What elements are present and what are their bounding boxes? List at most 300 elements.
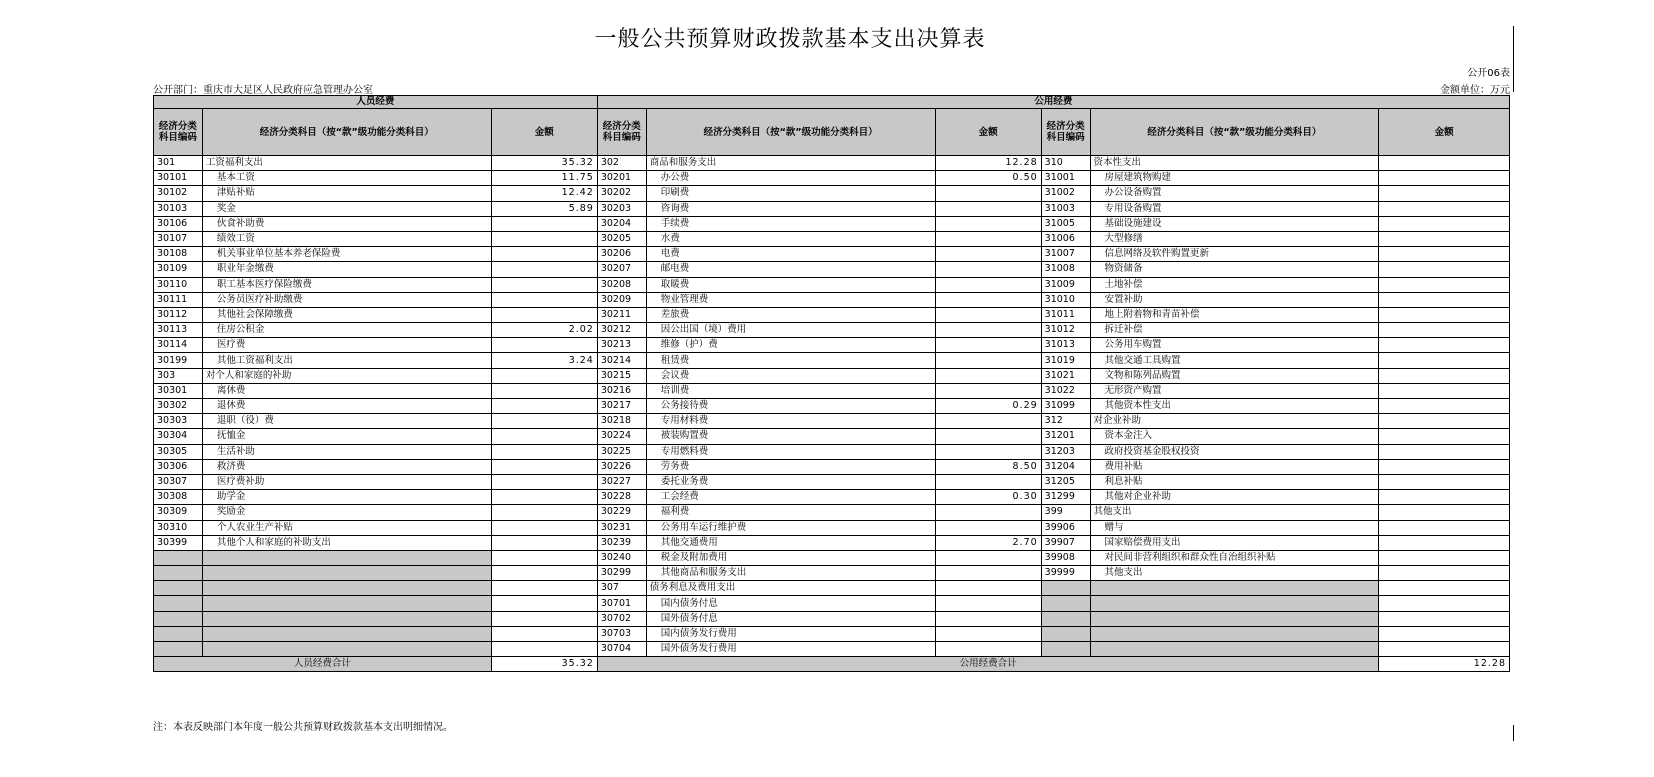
code-cell: 31205 [1041,474,1090,489]
name-cell: 其他资本性支出 [1090,399,1379,414]
name-cell: 房屋建筑物购建 [1090,171,1379,186]
amount-cell [1379,307,1510,322]
code-cell: 30112 [154,307,203,322]
name-cell: 费用补贴 [1090,459,1379,474]
amount-cell [1379,171,1510,186]
name-cell [202,550,491,565]
name-cell: 手续费 [646,216,935,231]
amount-cell [491,596,597,611]
name-cell: 津贴补贴 [202,186,491,201]
personnel-total-label: 人员经费合计 [154,657,492,672]
amount-cell [1379,201,1510,216]
name-cell: 离休费 [202,383,491,398]
name-cell: 公务员医疗补助缴费 [202,292,491,307]
amount-cell [1379,444,1510,459]
name-cell: 资本性支出 [1090,156,1379,171]
amount-cell [935,277,1041,292]
amount-cell: 0.50 [935,171,1041,186]
name-cell [1090,626,1379,641]
code-cell: 302 [597,156,646,171]
name-cell: 差旅费 [646,307,935,322]
amount-cell [1379,277,1510,292]
table-row [154,429,1510,444]
amount-cell [935,611,1041,626]
table-row [154,626,1510,641]
amount-cell [1379,596,1510,611]
name-cell: 公务用车运行维护费 [646,520,935,535]
name-cell [202,611,491,626]
name-cell: 其他个人和家庭的补助支出 [202,535,491,550]
code-column-header: 经济分类科目编码 [597,109,646,156]
table-row [154,262,1510,277]
table-row [154,323,1510,338]
name-cell: 培训费 [646,383,935,398]
name-cell: 对企业补助 [1090,414,1379,429]
amount-cell [935,201,1041,216]
code-cell: 30240 [597,550,646,565]
amount-cell [1379,353,1510,368]
name-cell [1090,596,1379,611]
code-cell: 30204 [597,216,646,231]
amount-cell [1379,399,1510,414]
name-cell: 资本金注入 [1090,429,1379,444]
code-cell: 30209 [597,292,646,307]
name-cell: 专用燃料费 [646,444,935,459]
code-cell: 30201 [597,171,646,186]
name-cell: 水费 [646,231,935,246]
code-cell: 399 [1041,505,1090,520]
amount-cell [1379,186,1510,201]
table-row [154,353,1510,368]
code-cell: 30307 [154,474,203,489]
code-cell: 31201 [1041,429,1090,444]
code-cell: 31002 [1041,186,1090,201]
table-row [154,550,1510,565]
code-cell: 30224 [597,429,646,444]
code-cell: 30214 [597,353,646,368]
code-cell: 31003 [1041,201,1090,216]
amount-cell [491,535,597,550]
amount-cell [935,383,1041,398]
amount-cell [935,414,1041,429]
amount-cell [935,520,1041,535]
table-row [154,201,1510,216]
name-cell: 取暖费 [646,277,935,292]
amount-cell [1379,550,1510,565]
code-cell: 30399 [154,535,203,550]
code-cell: 30308 [154,490,203,505]
code-cell [1041,626,1090,641]
name-cell: 对个人和家庭的补助 [202,368,491,383]
name-cell: 文物和陈列品购置 [1090,368,1379,383]
amount-cell [1379,292,1510,307]
table-row [154,581,1510,596]
code-cell: 31204 [1041,459,1090,474]
name-cell: 大型修缮 [1090,231,1379,246]
amount-cell [1379,566,1510,581]
name-cell: 工会经费 [646,490,935,505]
column-header-row [154,109,1510,156]
table-row [154,535,1510,550]
code-cell: 31022 [1041,383,1090,398]
amount-cell [491,231,597,246]
amount-cell [935,353,1041,368]
code-cell: 30212 [597,323,646,338]
code-cell: 31008 [1041,262,1090,277]
code-cell [154,626,203,641]
code-cell: 30107 [154,231,203,246]
name-cell: 伙食补助费 [202,216,491,231]
code-cell: 30211 [597,307,646,322]
footnote: 注：本表反映部门本年度一般公共预算财政拨款基本支出明细情况。 [153,722,453,733]
personnel-group-header: 人员经费 [154,96,598,109]
code-cell: 30299 [597,566,646,581]
code-cell: 30226 [597,459,646,474]
table-row [154,414,1510,429]
code-column-header: 经济分类科目编码 [1041,109,1090,156]
amount-cell [491,474,597,489]
amount-cell: 8.50 [935,459,1041,474]
table-row [154,444,1510,459]
code-cell [154,596,203,611]
table-row [154,611,1510,626]
amount-cell [1379,216,1510,231]
code-cell: 31009 [1041,277,1090,292]
code-cell: 30205 [597,231,646,246]
amount-cell [935,338,1041,353]
name-cell: 赠与 [1090,520,1379,535]
amount-cell [935,429,1041,444]
name-cell: 因公出国（境）费用 [646,323,935,338]
code-cell: 30109 [154,262,203,277]
code-cell: 31099 [1041,399,1090,414]
name-cell: 土地补偿 [1090,277,1379,292]
amount-cell [1379,262,1510,277]
amount-cell [935,186,1041,201]
name-cell: 国内债务发行费用 [646,626,935,641]
code-cell: 312 [1041,414,1090,429]
table-row [154,642,1510,657]
amount-cell [491,520,597,535]
amount-cell [935,642,1041,657]
name-cell [202,566,491,581]
name-cell: 安置补助 [1090,292,1379,307]
amount-cell [491,642,597,657]
name-cell: 办公费 [646,171,935,186]
totals-row [154,657,1510,672]
code-cell: 30202 [597,186,646,201]
amount-cell [491,459,597,474]
code-cell: 39999 [1041,566,1090,581]
name-cell: 专用设备购置 [1090,201,1379,216]
name-cell: 维修（护）费 [646,338,935,353]
amount-cell [491,262,597,277]
name-column-header: 经济分类科目（按“款”级功能分类科目） [646,109,935,156]
amount-cell [935,581,1041,596]
department-label: 公开部门：重庆市大足区人民政府应急管理办公室 [153,85,373,96]
name-cell: 其他商品和服务支出 [646,566,935,581]
name-cell: 物资储备 [1090,262,1379,277]
code-cell [1041,642,1090,657]
code-cell: 30206 [597,247,646,262]
code-cell: 30701 [597,596,646,611]
code-cell [154,550,203,565]
code-cell: 30305 [154,444,203,459]
code-cell: 31299 [1041,490,1090,505]
table-row [154,596,1510,611]
code-cell: 307 [597,581,646,596]
name-cell [202,581,491,596]
amount-cell: 3.24 [491,353,597,368]
form-number: 公开06表 [1467,68,1510,79]
name-cell: 其他对企业补助 [1090,490,1379,505]
amount-cell: 11.75 [491,171,597,186]
name-cell [1090,642,1379,657]
amount-cell [1379,474,1510,489]
name-cell: 医疗费 [202,338,491,353]
name-cell: 助学金 [202,490,491,505]
table-row [154,307,1510,322]
name-cell [1090,581,1379,596]
table-row [154,474,1510,489]
code-cell: 30302 [154,399,203,414]
name-cell: 职业年金缴费 [202,262,491,277]
code-cell: 30301 [154,383,203,398]
code-cell: 30108 [154,247,203,262]
name-cell: 公务接待费 [646,399,935,414]
amount-cell [935,505,1041,520]
amount-cell [935,626,1041,641]
amount-cell [491,566,597,581]
name-cell: 奖励金 [202,505,491,520]
name-cell: 国内债务付息 [646,596,935,611]
code-cell [154,642,203,657]
code-cell: 301 [154,156,203,171]
amount-cell [935,231,1041,246]
table-row [154,171,1510,186]
name-cell: 专用材料费 [646,414,935,429]
code-cell: 30227 [597,474,646,489]
amount-cell [491,338,597,353]
amount-cell [1379,383,1510,398]
name-cell: 会议费 [646,368,935,383]
table-row [154,186,1510,201]
code-cell: 39906 [1041,520,1090,535]
code-cell: 30229 [597,505,646,520]
personnel-total-value: 35.32 [491,657,597,672]
name-cell: 绩效工资 [202,231,491,246]
amount-cell [935,368,1041,383]
amount-cell: 5.89 [491,201,597,216]
code-cell [154,611,203,626]
name-cell [202,626,491,641]
amount-cell [935,444,1041,459]
code-cell [1041,596,1090,611]
amount-cell [935,566,1041,581]
amount-cell [935,550,1041,565]
amount-cell [491,626,597,641]
code-cell: 30213 [597,338,646,353]
table-row [154,520,1510,535]
amount-cell: 12.28 [935,156,1041,171]
table-row [154,277,1510,292]
code-cell: 30111 [154,292,203,307]
code-cell: 30303 [154,414,203,429]
name-cell: 咨询费 [646,201,935,216]
amount-cell [1379,611,1510,626]
code-cell: 30110 [154,277,203,292]
code-column-header: 经济分类科目编码 [154,109,203,156]
code-cell: 39908 [1041,550,1090,565]
table-row [154,399,1510,414]
amount-cell [1379,535,1510,550]
code-cell: 30239 [597,535,646,550]
amount-unit-label: 金额单位：万元 [1440,85,1510,96]
name-cell: 退职（役）费 [202,414,491,429]
amount-cell: 0.30 [935,490,1041,505]
public-group-header: 公用经费 [597,96,1509,109]
code-cell: 30215 [597,368,646,383]
page-edge-line [1513,26,1514,92]
name-cell: 福利费 [646,505,935,520]
code-cell: 30309 [154,505,203,520]
amount-cell [491,247,597,262]
code-cell: 30208 [597,277,646,292]
amount-cell [1379,642,1510,657]
amount-cell [491,399,597,414]
name-cell: 其他工资福利支出 [202,353,491,368]
name-cell: 邮电费 [646,262,935,277]
name-cell: 工资福利支出 [202,156,491,171]
code-cell: 30217 [597,399,646,414]
name-cell: 税金及附加费用 [646,550,935,565]
amount-cell [935,474,1041,489]
name-cell: 利息补贴 [1090,474,1379,489]
name-cell: 政府投资基金股权投资 [1090,444,1379,459]
amount-cell [1379,505,1510,520]
amount-cell [491,307,597,322]
code-cell [1041,611,1090,626]
name-cell: 其他支出 [1090,566,1379,581]
code-cell [1041,581,1090,596]
name-cell: 地上附着物和青苗补偿 [1090,307,1379,322]
name-cell: 公务用车购置 [1090,338,1379,353]
name-cell: 拆迁补偿 [1090,323,1379,338]
amount-cell [1379,581,1510,596]
amount-cell: 35.32 [491,156,597,171]
code-cell: 30228 [597,490,646,505]
page-edge-line [1513,725,1514,741]
name-cell: 劳务费 [646,459,935,474]
name-cell: 国外债务付息 [646,611,935,626]
amount-cell [491,277,597,292]
amount-cell [1379,338,1510,353]
amount-cell [1379,368,1510,383]
name-cell: 职工基本医疗保险缴费 [202,277,491,292]
code-cell [154,581,203,596]
name-cell: 其他交通工具购置 [1090,353,1379,368]
code-cell: 30225 [597,444,646,459]
code-cell: 30106 [154,216,203,231]
amount-cell [1379,626,1510,641]
expenditure-table [153,95,1510,672]
amount-cell [1379,414,1510,429]
name-cell: 无形资产购置 [1090,383,1379,398]
name-cell: 国家赔偿费用支出 [1090,535,1379,550]
name-cell: 信息网络及软件购置更新 [1090,247,1379,262]
amount-column-header: 金额 [491,109,597,156]
amount-cell: 2.70 [935,535,1041,550]
code-cell: 30304 [154,429,203,444]
table-row [154,490,1510,505]
amount-cell [935,596,1041,611]
code-cell: 31203 [1041,444,1090,459]
code-cell: 31010 [1041,292,1090,307]
table-row [154,505,1510,520]
amount-cell [935,323,1041,338]
amount-cell [491,505,597,520]
name-cell: 其他社会保障缴费 [202,307,491,322]
amount-cell [491,444,597,459]
code-cell: 30114 [154,338,203,353]
table-row [154,338,1510,353]
amount-cell [491,368,597,383]
name-cell: 办公设备购置 [1090,186,1379,201]
name-column-header: 经济分类科目（按“款”级功能分类科目） [1090,109,1379,156]
public-total-label: 公用经费合计 [597,657,1378,672]
amount-cell [491,383,597,398]
amount-cell [1379,247,1510,262]
amount-cell [491,490,597,505]
table-row [154,292,1510,307]
code-cell: 30310 [154,520,203,535]
name-cell: 基本工资 [202,171,491,186]
table-row [154,368,1510,383]
amount-column-header: 金额 [1379,109,1510,156]
code-cell: 30218 [597,414,646,429]
name-cell: 生活补助 [202,444,491,459]
table-row [154,231,1510,246]
code-cell: 30199 [154,353,203,368]
name-cell: 其他交通费用 [646,535,935,550]
code-cell: 31021 [1041,368,1090,383]
amount-cell: 2.02 [491,323,597,338]
name-cell: 国外债务发行费用 [646,642,935,657]
name-cell: 商品和服务支出 [646,156,935,171]
name-cell: 对民间非营利组织和群众性自治组织补贴 [1090,550,1379,565]
code-cell: 31011 [1041,307,1090,322]
code-cell: 30704 [597,642,646,657]
amount-cell [935,262,1041,277]
code-cell: 30102 [154,186,203,201]
amount-column-header: 金额 [935,109,1041,156]
name-cell [202,642,491,657]
code-cell: 31006 [1041,231,1090,246]
code-cell: 31019 [1041,353,1090,368]
amount-cell [935,307,1041,322]
code-cell: 30703 [597,626,646,641]
amount-cell [935,216,1041,231]
code-cell: 30207 [597,262,646,277]
name-cell: 退休费 [202,399,491,414]
name-cell: 印刷费 [646,186,935,201]
code-cell: 31007 [1041,247,1090,262]
code-cell: 30231 [597,520,646,535]
amount-cell [1379,490,1510,505]
code-cell: 30306 [154,459,203,474]
table-row [154,383,1510,398]
name-cell: 抚恤金 [202,429,491,444]
